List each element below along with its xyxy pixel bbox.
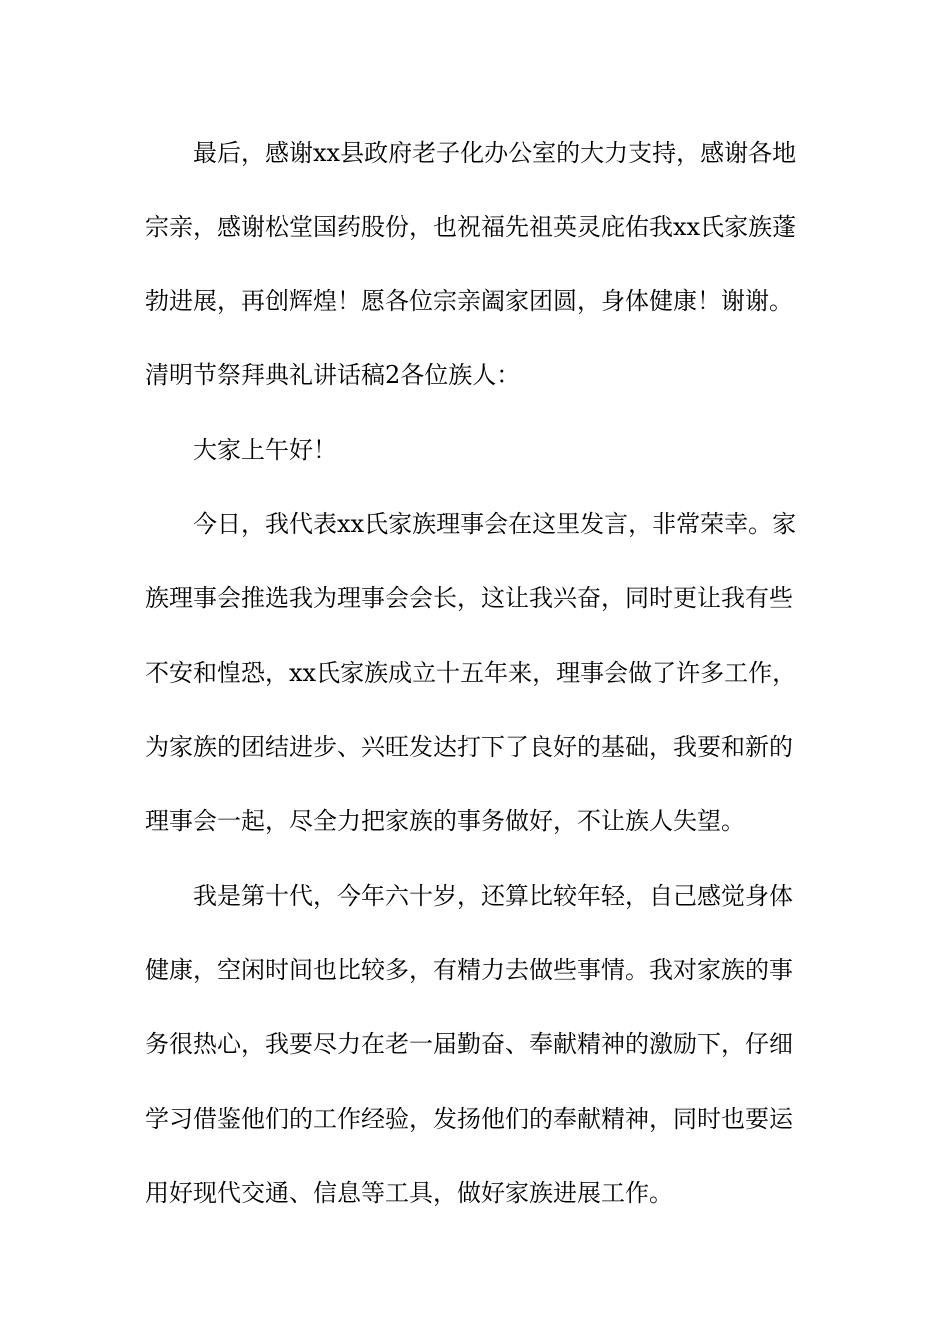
text-line: 健康，空闲时间也比较多，有精力去做些事情。我对家族的事 (145, 956, 793, 984)
text-line: 勃进展，再创辉煌！愿各位宗亲阖家团圆，身体健康！谢谢。 (145, 287, 793, 315)
text-line: 大家上午好！ (193, 436, 337, 464)
text-line: 用好现代交通、信息等工具，做好家族进展工作。 (145, 1179, 673, 1207)
text-line: 族理事会推选我为理事会会长，这让我兴奋，同时更让我有些 (145, 584, 793, 612)
text-line: 最后，感谢xx县政府老子化办公室的大力支持，感谢各地 (193, 139, 797, 167)
text-line: 我是第十代，今年六十岁，还算比较年轻，自己感觉身体 (193, 882, 793, 910)
text-line: 务很热心，我要尽力在老一届勤奋、奉献精神的激励下，仔细 (145, 1030, 793, 1058)
text-line: 为家族的团结进步、兴旺发达打下了良好的基础，我要和新的 (145, 733, 793, 761)
text-line: 清明节祭拜典礼讲话稿2各位族人： (145, 361, 521, 389)
text-line: 理事会一起，尽全力把家族的事务做好，不让族人失望。 (145, 807, 745, 835)
text-line: 学习借鉴他们的工作经验，发扬他们的奉献精神，同时也要运 (145, 1105, 793, 1133)
text-line: 今日，我代表xx氏家族理事会在这里发言，非常荣幸。家 (193, 510, 797, 538)
text-line: 宗亲，感谢松堂国药股份，也祝福先祖英灵庇佑我xx氏家族蓬 (145, 213, 797, 241)
text-line: 不安和惶恐，xx氏家族成立十五年来，理事会做了许多工作， (145, 659, 797, 687)
